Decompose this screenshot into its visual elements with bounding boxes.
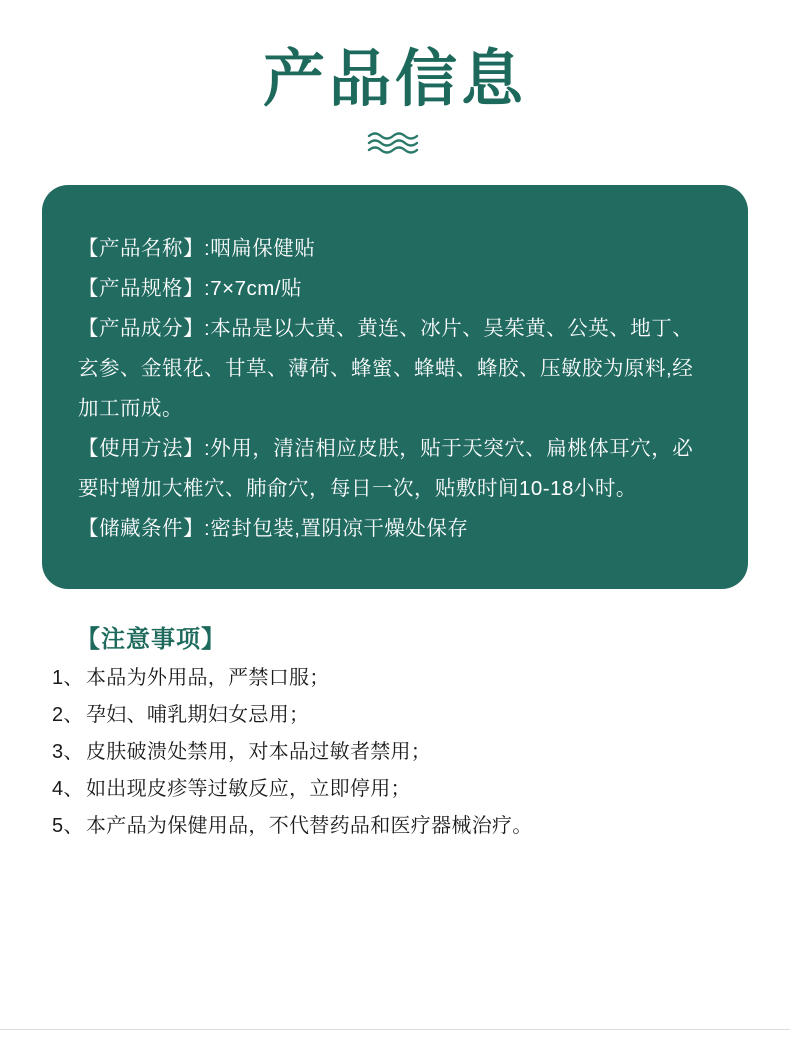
info-row-specification	[78, 269, 712, 309]
header	[0, 0, 790, 155]
wave-divider-icon	[0, 129, 790, 155]
info-label: 【使用方法】	[78, 437, 204, 461]
info-row-usage	[78, 429, 712, 509]
list-item	[42, 808, 748, 845]
list-item-text: 本产品为保健用品，不代替药品和医疗器械治疗。	[86, 815, 533, 838]
info-value: :咽扁保健贴	[204, 237, 316, 261]
info-value: :本品是以大黄、黄连、冰片、吴茱黄、公英、地丁、玄参、金银花、甘草、薄荷、蜂蜜、蜂蜡、蜂胶、压敏胶为原料,经加工而成。	[78, 317, 694, 421]
info-label: 【产品规格】	[78, 277, 204, 301]
info-label: 【储藏条件】	[78, 517, 204, 541]
product-info-card	[42, 185, 748, 589]
bottom-divider	[0, 1029, 790, 1030]
notice-title: 【注意事项】	[76, 626, 226, 654]
list-item	[42, 697, 748, 734]
info-row-product-name	[78, 229, 712, 269]
list-item-number: 2、	[52, 704, 84, 727]
list-item	[42, 660, 748, 697]
list-item-text: 如出现皮疹等过敏反应，立即停用；	[86, 778, 411, 801]
list-item-number: 1、	[52, 667, 84, 690]
info-value: :密封包装,置阴凉干燥处保存	[204, 517, 469, 541]
info-label: 【产品成分】	[78, 317, 204, 341]
list-item-number: 5、	[52, 815, 84, 838]
notice-list	[42, 660, 748, 845]
list-item	[42, 771, 748, 808]
list-item	[42, 734, 748, 771]
list-item-text: 皮肤破溃处禁用，对本品过敏者禁用；	[86, 741, 432, 764]
page-title: 产品信息	[262, 45, 527, 114]
list-item-text: 本品为外用品，严禁口服；	[86, 667, 330, 690]
info-value: :外用，清洁相应皮肤，贴于天突穴、扁桃体耳穴，必要时增加大椎穴、肺俞穴，每日一次，贴敷时间10-18小时。	[78, 437, 694, 501]
list-item-number: 3、	[52, 741, 84, 764]
info-value: :7×7cm/贴	[204, 277, 302, 301]
notice-section	[42, 619, 748, 845]
info-row-ingredients	[78, 309, 712, 429]
info-row-storage	[78, 509, 712, 549]
list-item-number: 4、	[52, 778, 84, 801]
info-label: 【产品名称】	[78, 237, 204, 261]
list-item-text: 孕妇、哺乳期妇女忌用；	[86, 704, 310, 727]
